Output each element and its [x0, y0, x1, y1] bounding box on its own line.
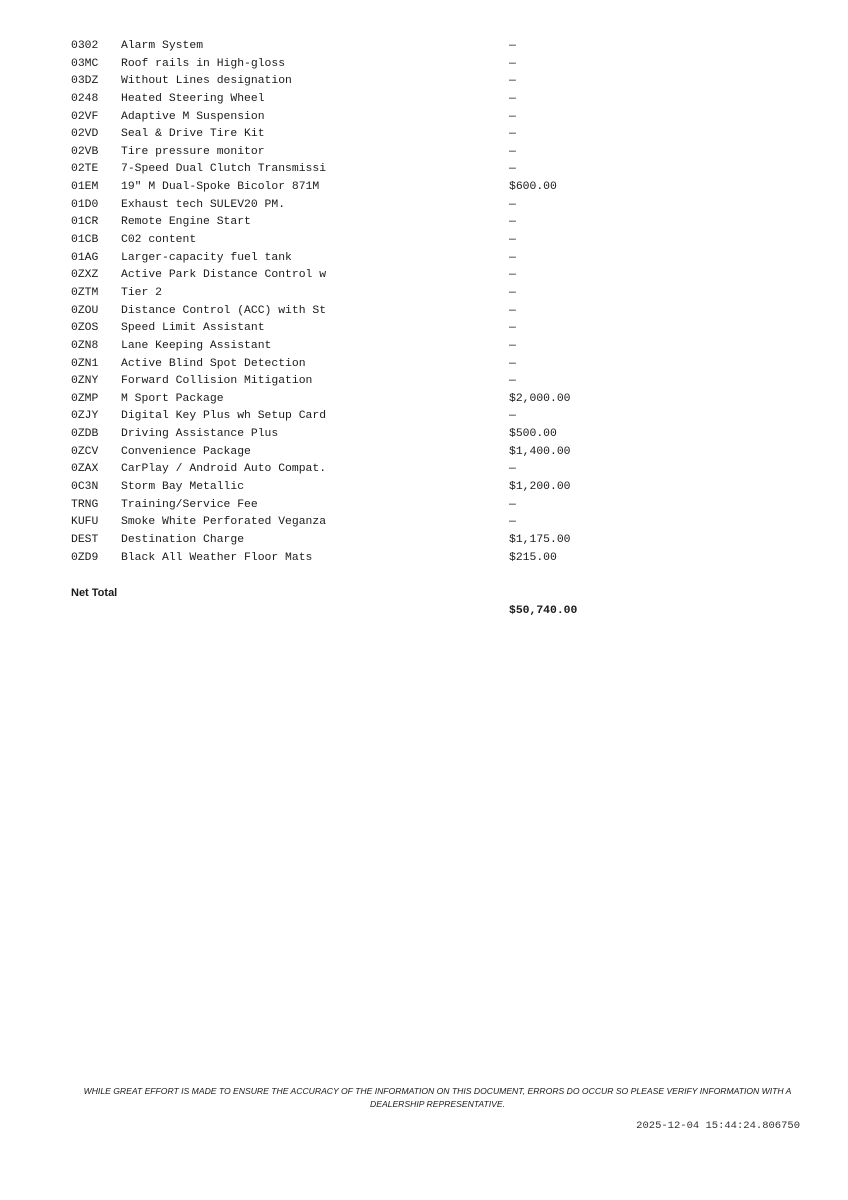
options-table	[71, 38, 631, 617]
option-code: 0ZDB	[71, 428, 99, 441]
option-description: Heated Steering Wheel	[121, 92, 265, 105]
option-price: $1,200.00	[509, 481, 571, 494]
option-row	[71, 161, 631, 179]
option-code: 0248	[71, 92, 99, 105]
option-description: CarPlay / Android Auto Compat.	[121, 463, 327, 476]
option-row	[71, 267, 631, 285]
option-price: —	[509, 286, 516, 299]
option-code: 02VF	[71, 110, 99, 123]
option-row	[71, 479, 631, 497]
option-price: —	[509, 410, 516, 423]
option-price: $1,400.00	[509, 445, 571, 458]
option-description: 19" M Dual-Spoke Bicolor 871M	[121, 181, 320, 194]
option-description: M Sport Package	[121, 392, 224, 405]
option-row	[71, 356, 631, 374]
option-row	[71, 320, 631, 338]
option-price: —	[509, 375, 516, 388]
option-price: $1,175.00	[509, 533, 571, 546]
option-price: —	[509, 251, 516, 264]
option-code: 0ZOU	[71, 304, 99, 317]
option-description: Digital Key Plus wh Setup Card	[121, 410, 327, 423]
option-price: —	[509, 357, 516, 370]
option-row	[71, 109, 631, 127]
option-code: 01D0	[71, 198, 99, 211]
option-description: Black All Weather Floor Mats	[121, 551, 313, 564]
option-code: 0ZCV	[71, 445, 99, 458]
option-description: Alarm System	[121, 40, 204, 52]
disclaimer: WHILE GREAT EFFORT IS MADE TO ENSURE THE ACCURACY OF THE INFORMATION ON THIS DOCUMENT, ERRORS DO OCCUR SO PLEASE VERIFY INFORMATION WITH A DEALERSHIP REPRESENTATIVE.	[83, 1086, 792, 1109]
option-code: 0ZOS	[71, 322, 99, 335]
option-row	[71, 391, 631, 409]
option-row	[71, 408, 631, 426]
option-description: Adaptive M Suspension	[121, 110, 265, 123]
option-code: 02TE	[71, 163, 99, 176]
option-description: Storm Bay Metallic	[121, 481, 245, 494]
option-description: Forward Collision Mitigation	[121, 375, 313, 388]
option-price: —	[509, 216, 516, 229]
option-description: Speed Limit Assistant	[121, 322, 265, 335]
option-row	[71, 91, 631, 109]
net-total-label: Net Total	[71, 586, 118, 599]
option-code: 03MC	[71, 57, 99, 70]
option-code: 01CR	[71, 216, 99, 229]
option-code: 0ZAX	[71, 463, 99, 476]
option-price: —	[509, 198, 516, 211]
option-code: 0ZJY	[71, 410, 99, 423]
option-description: C02 content	[121, 234, 197, 247]
option-row	[71, 444, 631, 462]
option-row	[71, 126, 631, 144]
option-price: —	[509, 498, 516, 511]
option-description: Active Park Distance Control w	[121, 269, 327, 282]
option-price: $500.00	[509, 428, 557, 441]
option-code: 0ZN8	[71, 339, 99, 352]
option-description: Convenience Package	[121, 445, 251, 458]
option-row	[71, 303, 631, 321]
option-description: Exhaust tech SULEV20 PM.	[121, 198, 286, 211]
option-price: —	[509, 75, 516, 88]
option-code: 0ZMP	[71, 392, 99, 405]
option-row	[71, 232, 631, 250]
option-code: 0C3N	[71, 481, 99, 494]
option-code: 01EM	[71, 181, 99, 194]
option-description: Tier 2	[121, 286, 163, 299]
option-row	[71, 197, 631, 215]
option-row	[71, 497, 631, 515]
option-price: $600.00	[509, 181, 557, 194]
option-price: —	[509, 110, 516, 123]
option-row	[71, 338, 631, 356]
net-total-row	[71, 567, 631, 617]
option-rows	[71, 38, 631, 567]
option-price: —	[509, 57, 516, 70]
option-price: —	[509, 40, 516, 52]
option-code: 0ZD9	[71, 551, 99, 564]
option-price: —	[509, 92, 516, 105]
option-description: Roof rails in High-gloss	[121, 57, 286, 70]
option-description: Larger-capacity fuel tank	[121, 251, 292, 264]
option-description: Driving Assistance Plus	[121, 428, 279, 441]
option-code: DEST	[71, 533, 99, 546]
option-price: —	[509, 463, 516, 476]
option-row	[71, 514, 631, 532]
option-price: —	[509, 304, 516, 317]
option-code: 02VD	[71, 128, 99, 141]
option-code: 0ZN1	[71, 357, 99, 370]
option-description: Distance Control (ACC) with St	[121, 304, 327, 317]
option-row	[71, 73, 631, 91]
option-code: KUFU	[71, 516, 99, 529]
option-code: 02VB	[71, 145, 99, 158]
option-price: —	[509, 145, 516, 158]
option-price: —	[509, 128, 516, 141]
option-code: 0ZNY	[71, 375, 99, 388]
option-price: —	[509, 269, 516, 282]
option-description: Tire pressure monitor	[121, 145, 265, 158]
option-description: Without Lines designation	[121, 75, 292, 88]
option-code: TRNG	[71, 498, 99, 511]
option-price: —	[509, 163, 516, 176]
option-code: 01CB	[71, 234, 99, 247]
option-description: Lane Keeping Assistant	[121, 339, 272, 352]
option-row	[71, 373, 631, 391]
option-price: $2,000.00	[509, 392, 571, 405]
option-row	[71, 56, 631, 74]
option-description: Destination Charge	[121, 533, 245, 546]
option-code: 01AG	[71, 251, 99, 264]
option-description: Active Blind Spot Detection	[121, 357, 306, 370]
option-description: Remote Engine Start	[121, 216, 251, 229]
option-price: —	[509, 339, 516, 352]
option-description: Smoke White Perforated Veganza	[121, 516, 327, 529]
option-row	[71, 285, 631, 303]
option-row	[71, 532, 631, 550]
option-row	[71, 250, 631, 268]
option-code: 0302	[71, 40, 99, 52]
option-code: 0ZTM	[71, 286, 99, 299]
option-row	[71, 38, 631, 56]
option-description: Training/Service Fee	[121, 498, 258, 511]
option-row	[71, 144, 631, 162]
option-price: —	[509, 516, 516, 529]
print-timestamp: 2025-12-04 15:44:24.806750	[636, 1120, 800, 1132]
option-row	[71, 179, 631, 197]
option-code: 03DZ	[71, 75, 99, 88]
option-price: —	[509, 322, 516, 335]
option-description: Seal & Drive Tire Kit	[121, 128, 265, 141]
option-price: $215.00	[509, 551, 557, 564]
option-row	[71, 214, 631, 232]
option-row	[71, 426, 631, 444]
option-description: 7-Speed Dual Clutch Transmissi	[121, 163, 327, 176]
net-total-value: $50,740.00	[509, 604, 578, 617]
option-row	[71, 461, 631, 479]
option-code: 0ZXZ	[71, 269, 99, 282]
option-price: —	[509, 234, 516, 247]
option-row	[71, 550, 631, 568]
